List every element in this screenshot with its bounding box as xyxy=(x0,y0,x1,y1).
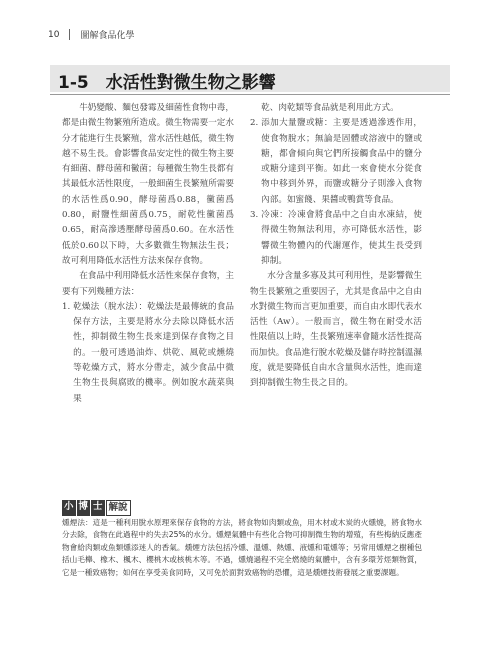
summary-paragraph: 水分含量多寡及其可利用性，是影響微生物生長繁殖之重要因子，尤其是食品中之自由水對微生物而言更加重要，而自由水即代表水活性（Aw）。一般而言，微生物在耐受水活性限值以上時，生長繁殖速率會隨水活性提高而加快。食品進行脫水乾燥及儲存時控制溫濕度，就是要降低自由水含量與水活性，進而達到抑制微生物生長之目的。 xyxy=(250,271,422,389)
tip-label-char: 士 xyxy=(91,500,105,516)
tip-label-word: 解說 xyxy=(106,500,131,516)
title-underline xyxy=(50,94,450,95)
method-item-number: 2. xyxy=(250,118,259,129)
method-item-number: 3. xyxy=(250,210,259,221)
method-item-number: 1. xyxy=(62,301,71,312)
method-item-freezing xyxy=(250,208,422,269)
book-title: 圖解食品化學 xyxy=(80,31,135,41)
method-item-text: 冷凍：冷凍會將食品中之自由水凍結，使得微生物無法利用，亦可降低水活性，影響微生物體內的代謝運作，使其生長受到抑制。 xyxy=(261,210,422,266)
page-header xyxy=(48,28,134,41)
right-column xyxy=(250,101,422,392)
header-divider xyxy=(69,29,70,40)
method-list xyxy=(62,300,234,407)
method-item-text: 添加大量鹽或糖：主要是透過滲透作用，使食物脫水；無論是固體或溶液中的鹽或糖，都會傾向與它們所接觸食品中的鹽分或糖分達到平衡。如此一來會使水分從食物中移到外界，而鹽或糖分子則滲入食物內部。如蜜餞、果醬或鴨賞等食品。 xyxy=(261,118,422,205)
intro-paragraph: 牛奶變酸、麵包發霉及細菌性食物中毒，都是由微生物繁殖所造成。微生物需要一定水分才能進行生長繁殖，當水活性越低，微生物越不易生長。會影響食品安定性的微生物主要有細菌、酵母菌和黴菌；每種微生物生長都有其最低水活性限度，一般細菌生長繁殖所需要的水活性爲0.90，酵母菌爲0.88，黴菌爲0.80，耐鹽性細菌爲0.75，耐乾性黴菌爲0.65，耐高滲透壓酵母菌爲0.60。在水活性低於0.60以下時，大多數微生物無法生長；故可利用降低水活性方法來保存食物。 xyxy=(62,103,234,266)
method-item-text: 乾、肉乾類等食品就是利用此方式。 xyxy=(261,103,399,113)
page-number: 10 xyxy=(48,29,60,40)
tip-label-char: 小 xyxy=(62,500,76,516)
method-list-continued xyxy=(250,101,422,269)
left-column xyxy=(62,101,234,407)
section-title: 1-5 水活性對微生物之影響 xyxy=(58,73,276,93)
method-item-text: 乾燥法（脫水法）：乾燥法是最傳統的食品保存方法，主要是將水分去除以降低水活性，抑制微生物生長來達到保存食物之目的。一般可透過油炸、烘乾、風乾或燻燒等乾燥方式，將水分帶走，減少食品中微生物生長與腐敗的機率。例如脫水蔬菜與果 xyxy=(73,301,234,404)
tip-box-text: 燻煙法：這是一種利用脫水原理來保存食物的方法，將食物如肉類或魚，用木材或木炭的火燻燒，將食物水分去除，食物在此過程中約失去25%的水分。燻煙氣體中有些化合物可抑制微生物的增殖，有些梅納反應產物會給肉類或魚類燻添迷人的香氣。燻煙方法包括冷燻、溫燻、熱燻、液燻和電燻等；另常用燻煙之樹種包括山毛櫸、橡木、楓木、櫻桃木或核桃木等。不過，燻燒過程不完全燃燒的氣體中，含有多環芳烴類物質，它是一種致癌物；如何在享受美食同時，又可免於面對致癌物的恐懼，這是燻煙技術發展之重要課題。 xyxy=(62,518,422,577)
tip-box-label xyxy=(62,500,131,516)
tip-label-char: 博 xyxy=(77,500,91,516)
method-item-drying xyxy=(62,300,234,407)
methods-intro-paragraph: 在食品中利用降低水活性來保存食物，主要有下列幾種方法： xyxy=(62,271,234,297)
method-item-salt-sugar xyxy=(250,116,422,208)
method-item-drying-continued xyxy=(250,101,422,116)
